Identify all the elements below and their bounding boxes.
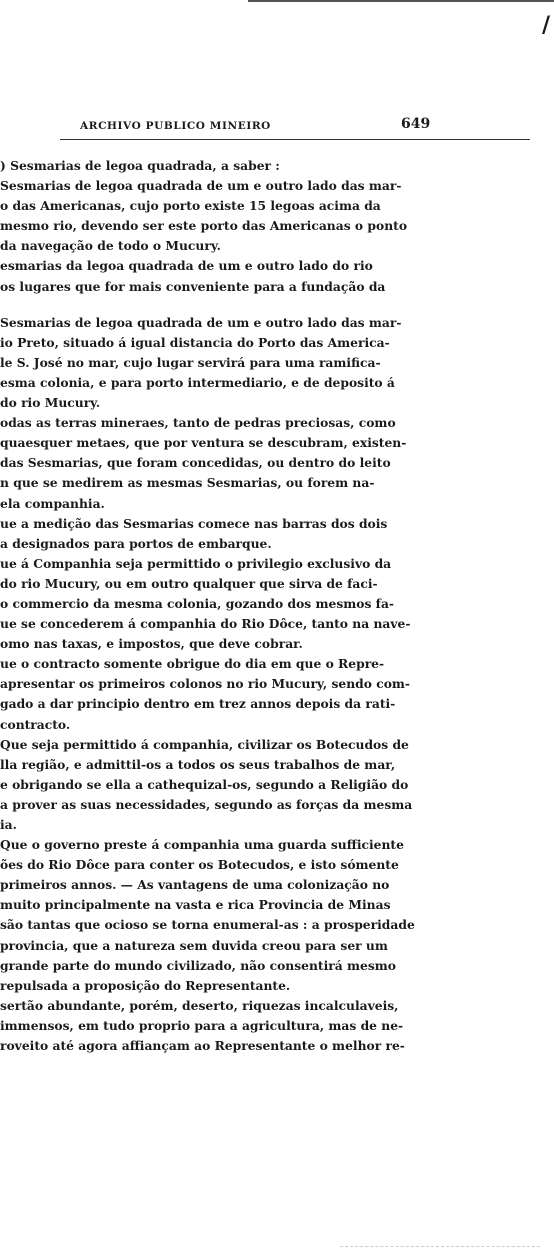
text-line: Que o governo preste á companhia uma guarda sufficiente xyxy=(0,837,404,853)
text-line: primeiros annos. — As vantagens de uma colonização no xyxy=(0,877,390,893)
text-line: Que seja permittido á companhia, civilizar os Botecudos de xyxy=(0,736,409,752)
footer-marks xyxy=(340,1246,540,1251)
text-line: io Preto, situado á igual distancia do Porto das America- xyxy=(0,334,390,350)
text-line: os lugares que for mais conveniente para a fundação da xyxy=(0,278,386,294)
text-line: do rio Mucury. xyxy=(0,395,101,411)
corner-mark: / xyxy=(541,12,550,38)
body-text xyxy=(0,156,554,1056)
text-line: quaesquer metaes, que por ventura se descubram, existen- xyxy=(0,435,407,451)
text-line: grande parte do mundo civilizado, não consentirá mesmo xyxy=(0,957,396,973)
page-number: 649 xyxy=(401,116,431,132)
text-line: ões do Rio Dôce para conter os Botecudos, e isto sómente xyxy=(0,857,399,873)
header-rule xyxy=(60,139,530,140)
text-line: ia. xyxy=(0,817,17,832)
text-line: ue se concederem á companhia do Rio Dôce, tanto na nave- xyxy=(0,616,411,632)
text-line: das Sesmarias, que foram concedidas, ou dentro do leito xyxy=(0,455,391,471)
text-line: e obrigando se ella a cathequizal-os, segundo a Religião do xyxy=(0,776,409,792)
text-line: ue á Companhia seja permittido o privilegio exclusivo da xyxy=(0,555,392,571)
text-line: omo nas taxas, e impostos, que deve cobrar. xyxy=(0,636,303,652)
text-line: ue o contracto somente obrigue do dia em que o Repre- xyxy=(0,656,385,672)
text-line: provincia, que a natureza sem duvida creou para ser um xyxy=(0,937,388,953)
text-line: repulsada a proposição do Representante. xyxy=(0,977,291,993)
text-line: le S. José no mar, cujo lugar servirá para uma ramifica- xyxy=(0,354,381,370)
page-header xyxy=(0,116,554,136)
text-line: são tantas que ocioso se torna enumeral-as : a prosperidade xyxy=(0,917,415,933)
text-line: o das Americanas, cujo porto existe 15 legoas acima da xyxy=(0,198,381,214)
text-line xyxy=(0,297,554,313)
text-line: muito principalmente na vasta e rica Provincia de Minas xyxy=(0,897,391,913)
text-line: n que se medirem as mesmas Sesmarias, ou forem na- xyxy=(0,475,375,491)
text-line: a prover as suas necessidades, segundo as forças da mesma xyxy=(0,796,413,812)
top-edge-rule xyxy=(248,0,554,2)
text-line: mesmo rio, devendo ser este porto das Americanas o ponto xyxy=(0,218,408,234)
text-line: ) Sesmarias de legoa quadrada, a saber : xyxy=(0,158,280,173)
text-line: esma colonia, e para porto intermediario, e de deposito á xyxy=(0,374,395,390)
text-line: gado a dar principio dentro em trez annos depois da rati- xyxy=(0,696,396,712)
text-line: a designados para portos de embarque. xyxy=(0,535,272,551)
text-line: Sesmarias de legoa quadrada de um e outro lado das mar- xyxy=(0,314,402,330)
text-line: da navegação de todo o Mucury. xyxy=(0,238,221,254)
running-title: ARCHIVO PUBLICO MINEIRO xyxy=(80,120,271,132)
text-line: odas as terras mineraes, tanto de pedras preciosas, como xyxy=(0,415,396,431)
text-line: contracto. xyxy=(0,716,71,732)
text-line: esmarias da legoa quadrada de um e outro lado do rio xyxy=(0,258,373,274)
text-line: roveito até agora affiançam ao Representante o melhor re- xyxy=(0,1038,405,1054)
text-line: sertão abundante, porém, deserto, riquezas incalculaveis, xyxy=(0,997,399,1013)
text-line: lla região, e admittil-os a todos os seus trabalhos de mar, xyxy=(0,756,396,772)
text-line: apresentar os primeiros colonos no rio Mucury, sendo com- xyxy=(0,676,411,692)
text-line: Sesmarias de legoa quadrada de um e outro lado das mar- xyxy=(0,178,402,194)
text-line: ela companhia. xyxy=(0,495,105,511)
text-line: ue a medição das Sesmarias comece nas barras dos dois xyxy=(0,515,388,531)
text-line: immensos, em tudo proprio para a agricultura, mas de ne- xyxy=(0,1017,404,1033)
text-line: o commercio da mesma colonia, gozando dos mesmos fa- xyxy=(0,595,395,611)
text-line: do rio Mucury, ou em outro qualquer que sirva de faci- xyxy=(0,575,378,591)
